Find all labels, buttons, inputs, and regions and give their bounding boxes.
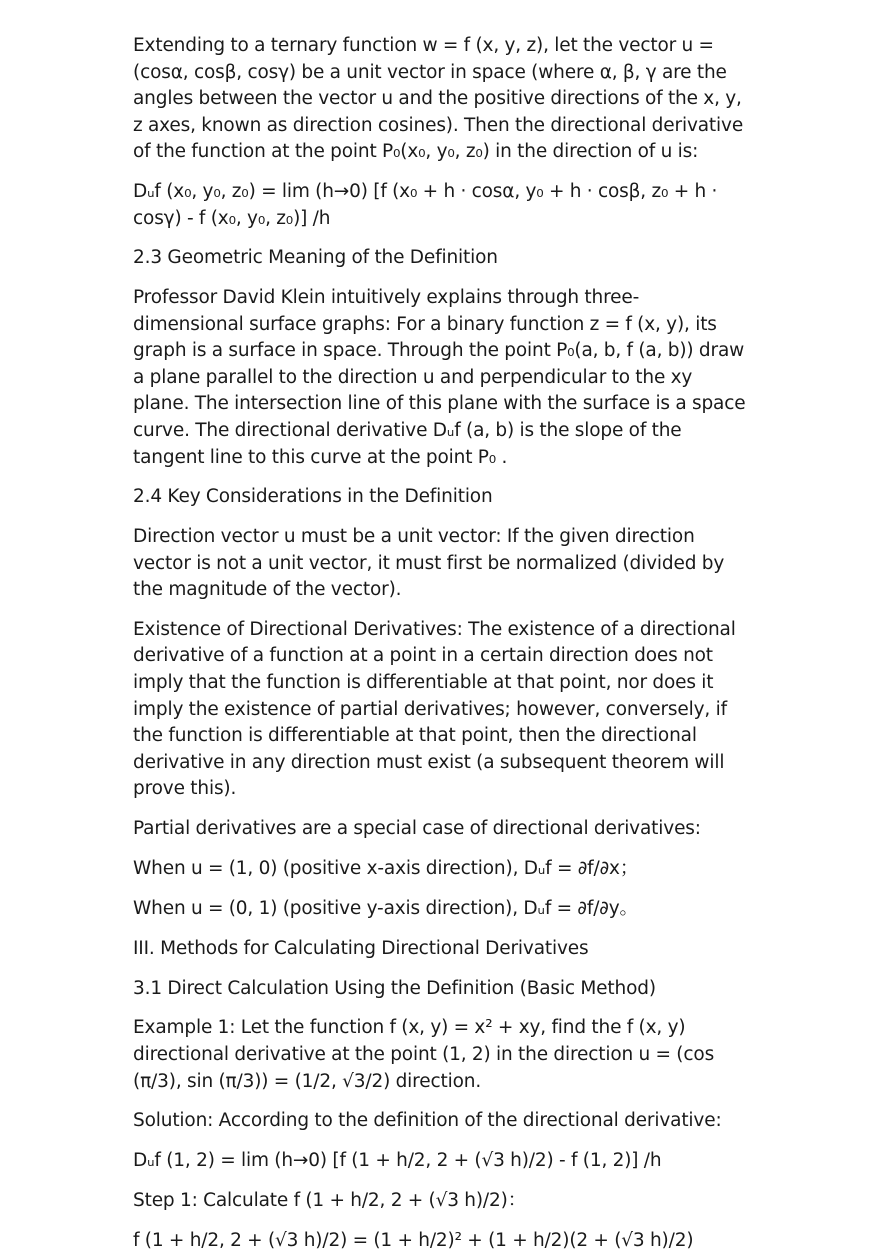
x-direction-case: When u = (1, 0) (positive x-axis direction), Dᵤf = ∂f/∂x； — [133, 857, 639, 879]
step-1-expansion: f (1 + h/2, 2 + (√3 h)/2) = (1 + h/2)² + (1 + h/2)(2 + (√3 h)/2) — [133, 1229, 694, 1251]
special-case-paragraph: Partial derivatives are a special case of directional derivatives: — [133, 818, 701, 840]
section-heading-2-3: 2.3 Geometric Meaning of the Definition — [133, 247, 498, 269]
ternary-derivative-formula: Dᵤf (x₀, y₀, z₀) = lim (h→0) [f (x₀ + h · cosα, y₀ + h · cosβ, z₀ + h · cosγ) - f (x₀, y₀, z₀)] /h — [133, 180, 718, 229]
unit-vector-paragraph: Direction vector u must be a unit vector: If the given direction vector is not a unit vector, it must first be normalized (divided by the magnitude of the vector). — [133, 526, 725, 601]
solution-limit-formula: Dᵤf (1, 2) = lim (h→0) [f (1 + h/2, 2 + (√3 h)/2) - f (1, 2)] /h — [133, 1150, 662, 1172]
ternary-definition-paragraph: Extending to a ternary function w = f (x, y, z), let the vector u = (cosα, cosβ, cosγ) be a unit vector in space (where α, β, γ are the angles between the vector u and the positive directions of the x, y, z axes, known as direction cosines). Then the directional derivative of the function at the point P₀(x₀, y₀, z₀) in the direction of u is: — [133, 35, 744, 163]
solution-intro: Solution: According to the definition of the directional derivative: — [133, 1110, 722, 1132]
step-1-label: Step 1: Calculate f (1 + h/2, 2 + (√3 h)/2)： — [133, 1190, 527, 1212]
chapter-heading-iii: III. Methods for Calculating Directional Derivatives — [133, 937, 589, 959]
y-direction-case: When u = (0, 1) (positive y-axis direction), Dᵤf = ∂f/∂y。 — [133, 897, 638, 919]
section-heading-2-4: 2.4 Key Considerations in the Definition — [133, 486, 493, 508]
existence-paragraph: Existence of Directional Derivatives: The existence of a directional derivative of a function at a point in a certain direction does not imply that the function is differentiable at that point, nor does it imply the existence of partial derivatives; however, conversely, if the function is differentiable at that point, then the directional derivative in any direction must exist (a subsequent theorem will prove this). — [133, 618, 736, 800]
geometric-meaning-paragraph: Professor David Klein intuitively explains through three-dimensional surface graphs: For a binary function z = f (x, y), its graph is a surface in space. Through the point P₀(a, b, f (a, b)) draw a plane parallel to the direction u and perpendicular to the xy plane. The intersection line of this plane with the surface is a space curve. The directional derivative Dᵤf (a, b) is the slope of the tangent line to this curve at the point P₀ . — [133, 287, 746, 468]
section-heading-3-1: 3.1 Direct Calculation Using the Definition (Basic Method) — [133, 977, 656, 999]
example-1-paragraph: Example 1: Let the function f (x, y) = x² + xy, find the f (x, y) directional derivative at the point (1, 2) in the direction u = (cos (π/3), sin (π/3)) = (1/2, √3/2) direction. — [133, 1017, 715, 1092]
